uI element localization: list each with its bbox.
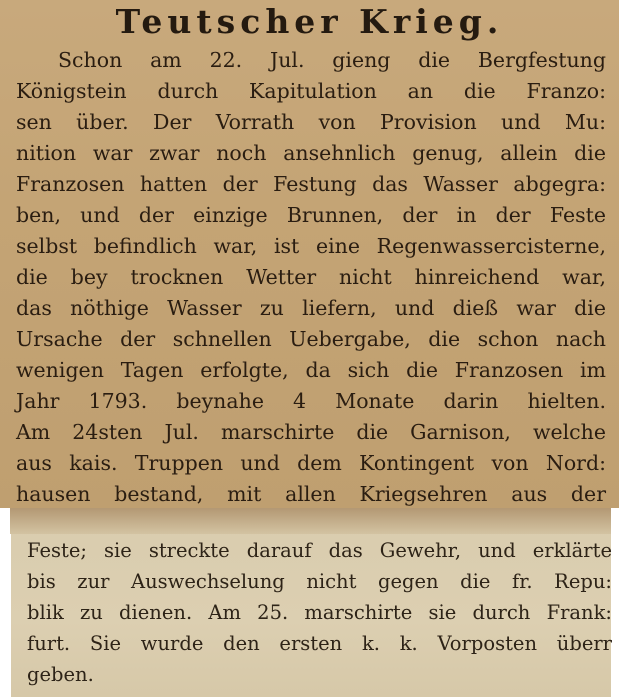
margin-blank-right bbox=[611, 508, 619, 697]
margin-blank-left bbox=[0, 508, 11, 697]
text-line: ben, und der einzige Brunnen, der in der Feste bbox=[16, 203, 606, 227]
text-line: blik zu dienen. Am 25. marschirte sie durch Frank: bbox=[27, 601, 612, 624]
text-line: aus kais. Truppen und dem Kontingent von Nord: bbox=[16, 451, 606, 475]
article-title: Teutscher Krieg. bbox=[115, 2, 504, 41]
torn-edge-strip bbox=[10, 508, 611, 534]
text-line: wenigen Tagen erfolgte, da sich die Franzosen im bbox=[16, 358, 606, 382]
text-line: Schon am 22. Jul. gieng die Bergfestung bbox=[58, 48, 606, 72]
text-line: Ursache der schnellen Uebergabe, die schon nach bbox=[16, 327, 606, 351]
text-line: hausen bestand, mit allen Kriegsehren aus der bbox=[16, 482, 606, 506]
text-line: Am 24sten Jul. marschirte die Garnison, welche bbox=[16, 420, 606, 444]
text-line: selbst befindlich war, ist eine Regenwassercisterne, bbox=[16, 234, 606, 258]
text-line: das nöthige Wasser zu liefern, und dieß war die bbox=[16, 296, 606, 320]
text-line: bis zur Auswechselung nicht gegen die fr. Repu: bbox=[27, 570, 612, 593]
text-line: Feste; sie streckte darauf das Gewehr, und erklärte bbox=[27, 539, 612, 562]
text-line: die bey trocknen Wetter nicht hinreichend war, bbox=[16, 265, 606, 289]
text-line: furt. Sie wurde den ersten k. k. Vorposten überr bbox=[27, 632, 612, 655]
text-line: geben. bbox=[27, 663, 94, 686]
text-line: sen über. Der Vorrath von Provision und Mu: bbox=[16, 110, 606, 134]
text-line: Franzosen hatten der Festung das Wasser abgegra: bbox=[16, 172, 606, 196]
text-line: nition war zwar noch ansehnlich genug, allein die bbox=[16, 141, 606, 165]
lower-scan-fragment bbox=[11, 508, 611, 697]
text-line: Jahr 1793. beynahe 4 Monate darin hielten. bbox=[16, 389, 606, 413]
text-line: Königstein durch Kapitulation an die Franzo: bbox=[16, 79, 606, 103]
